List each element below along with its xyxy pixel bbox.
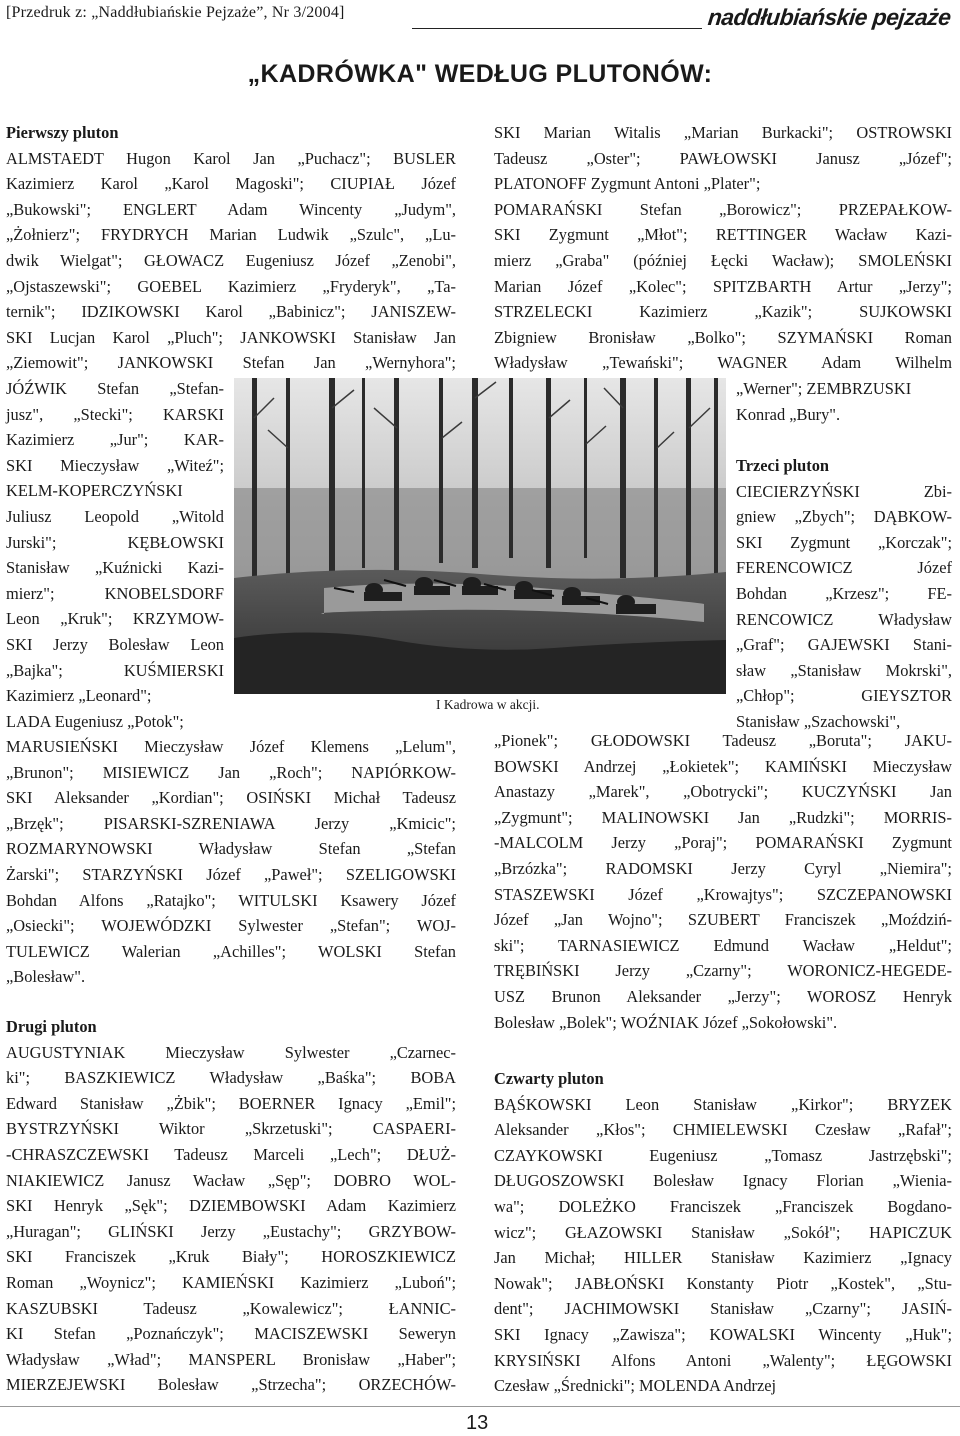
text-line: Bolesław „Bolek"; WOŹNIAK Józef „Sokołowski". xyxy=(494,1012,838,1032)
text-line: „Chłop"; GIEYSZTOR xyxy=(736,686,952,706)
text-line: „Graf"; GAJEWSKI Stani- xyxy=(736,635,952,655)
text-line: „Bolesław". xyxy=(6,967,86,987)
text-line: TRĘBIŃSKI Jerzy „Czarny"; WORONICZ-HEGEDE- xyxy=(494,961,952,981)
section-first-platoon xyxy=(6,120,456,376)
text-line: „Ziemowit"; JANKOWSKI Stefan Jan „Wernyhora"; xyxy=(6,353,456,373)
section-heading: Trzeci pluton xyxy=(736,456,830,475)
text-line: „Ojstaszewski"; GOEBEL Kazimierz „Fryderyk", „Ta- xyxy=(6,276,456,296)
text-line: „Zygmunt"; MALINOWSKI Jan „Rudzki"; MORRIS- xyxy=(494,807,952,827)
text-line: STASZEWSKI Józef „Krowajtys"; SZCZEPANOWSKI xyxy=(494,884,952,904)
section-third-platoon xyxy=(494,728,952,1035)
text-line: AUGUSTYNIAK Mieczysław Sylwester „Czarnec- xyxy=(6,1042,456,1062)
text-line: mierz"; KNOBELSDORF xyxy=(6,583,224,603)
text-line: RENCOWICZ Władysław xyxy=(736,609,952,629)
text-line: jusz", „Stecki"; KARSKI xyxy=(6,404,224,424)
text-line: sław „Stanisław Mokrski", xyxy=(736,660,952,680)
text-line: Jan Michał; HILLER Stanisław Kazimierz „Ignacy xyxy=(494,1248,952,1268)
text-line: Kazimierz „Jur"; KAR- xyxy=(6,430,224,450)
text-line: „Pionek"; GŁODOWSKI Tadeusz „Boruta"; JAKU- xyxy=(494,731,952,750)
text-line: Stanisław „Szachowski", xyxy=(736,711,901,731)
text-line: Bohdan Alfons „Ratajko"; WITULSKI Ksawery Józef xyxy=(6,890,456,910)
text-line: „Werner"; ZEMBRZUSKI xyxy=(736,379,912,398)
text-line: KASZUBSKI Tadeusz „Kowalewicz"; ŁANNIC- xyxy=(6,1298,456,1318)
text-line: dent"; JACHIMOWSKI Stanisław „Czarny"; JASIŃ- xyxy=(494,1299,952,1319)
text-line: SKI Aleksander „Kordian"; OSIŃSKI Michał Tadeusz xyxy=(6,788,456,808)
text-line: USZ Brunon Aleksander „Jerzy"; WOROSZ Henryk xyxy=(494,986,952,1006)
text-line: Władysław „Tewański"; WAGNER Adam Wilhelm xyxy=(494,353,952,373)
section-heading: Czwarty pluton xyxy=(494,1069,604,1088)
text-line: Marian Józef „Kolec"; SPITZBARTH Artur „Jerzy"; xyxy=(494,276,952,296)
text-line: PLATONOFF Zygmunt Antoni „Plater"; xyxy=(494,174,761,194)
text-line: KELM-KOPERCZYŃSKI xyxy=(6,481,183,501)
text-line: SKI Franciszek „Kruk Biały"; HOROSZKIEWICZ xyxy=(6,1247,456,1267)
text-line: Roman „Woynicz"; KAMIEŃSKI Kazimierz „Luboń"; xyxy=(6,1272,456,1292)
text-line: Tadeusz „Oster"; PAWŁOWSKI Janusz „Józef"; xyxy=(494,148,952,168)
section-fourth-platoon xyxy=(494,1066,952,1399)
magazine-logo: naddłubiańskie pejzaże xyxy=(706,4,952,30)
footer-rule xyxy=(0,1406,960,1407)
text-line: Bohdan „Krzesz"; FE- xyxy=(736,583,952,603)
text-line: CIECIERZYŃSKI Zbi- xyxy=(736,481,952,501)
section-first-platoon-narrow xyxy=(6,376,224,734)
text-line: „Brzózka"; RADOMSKI Jerzy Cyryl „Niemira"; xyxy=(494,858,952,878)
text-line: STRZELECKI Kazimierz „Kazik"; SUJKOWSKI xyxy=(494,302,952,322)
text-line: Władysław „Wład"; MANSPERL Bronisław „Haber"; xyxy=(6,1349,456,1369)
text-line: wa"; DOLEŻKO Franciszek „Franciszek Bogdano- xyxy=(494,1196,952,1216)
text-line: „Huragan"; GLIŃSKI Jerzy „Eustachy"; GRZYBOW- xyxy=(6,1221,456,1241)
text-line: SKI Zygmunt „Korczak"; xyxy=(736,532,952,552)
text-line: Aleksander „Kłos"; CHMIELEWSKI Czesław „Rafał"; xyxy=(494,1120,952,1140)
text-line: SKI Henryk „Sęk"; DZIEMBOWSKI Adam Kazimierz xyxy=(6,1196,456,1216)
text-line: SKI Zygmunt „Młot"; RETTINGER Wacław Kazi- xyxy=(494,225,952,245)
text-line: dwik Wielgat"; GŁOWACZ Eugeniusz Józef „Zenobi", xyxy=(6,250,456,270)
text-line: FERENCOWICZ Józef xyxy=(736,558,952,578)
text-line: SKI Jerzy Bolesław Leon xyxy=(6,634,224,654)
text-line: BOWSKI Andrzej „Łokietek"; KAMIŃSKI Mieczysław xyxy=(494,756,952,776)
section-heading: Pierwszy pluton xyxy=(6,123,119,142)
text-line: „Bukowski"; ENGLERT Adam Wincenty „Judym", xyxy=(6,199,456,219)
text-line: Nowak"; JABŁOŃSKI Konstanty Piotr „Kostek", „Stu- xyxy=(494,1273,952,1293)
text-line: mierz „Graba" (później Łęcki Wacław); SMOLEŃSKI xyxy=(494,250,952,270)
text-line: BĄŚKOWSKI Leon Stanisław „Kirkor"; BRYZEK xyxy=(494,1094,952,1114)
text-line: Anastazy „Marek", „Obotrycki"; KUCZYŃSKI Jan xyxy=(494,782,952,802)
page-number: 13 xyxy=(466,1412,489,1434)
section-first-platoon-after xyxy=(6,734,456,990)
text-line: Czesław „Średnicki"; MOLENDA Andrzej xyxy=(494,1376,777,1396)
text-line: „Osiecki"; WOJEWÓDZKI Sylwester „Stefan"; WOJ- xyxy=(6,916,456,936)
text-line: „Brzęk"; PISARSKI-SZRENIAWA Jerzy „Kmicic"; xyxy=(6,813,456,833)
photo-caption: I Kadrowa w akcji. xyxy=(436,697,540,712)
text-line: „Brunon"; MISIEWICZ Jan „Roch"; NAPIÓRKOW- xyxy=(6,762,456,782)
text-line: MARUSIEŃSKI Mieczysław Józef Klemens „Lelum", xyxy=(6,737,456,756)
text-line: Juliusz Leopold „Witold xyxy=(6,506,224,526)
text-line: KI Stefan „Poznańczyk"; MACISZEWSKI Seweryn xyxy=(6,1324,456,1344)
text-line: Leon „Kruk"; KRZYMOW- xyxy=(6,609,224,629)
text-line: wicz"; GŁAZOWSKI Stanisław „Sokół"; HAPICZUK xyxy=(494,1222,952,1242)
text-line: ALMSTAEDT Hugon Karol Jan „Puchacz"; BUSLER xyxy=(6,148,456,168)
text-line: LADA Eugeniusz „Potok"; xyxy=(6,711,184,731)
text-line: SKI Mieczysław „Witeź"; xyxy=(6,455,224,475)
text-line: POMARAŃSKI Stefan „Borowicz"; PRZEPAŁKOW- xyxy=(494,199,952,219)
text-line: „Żołnierz"; FRYDRYCH Marian Ludwik „Szulc", „Lu- xyxy=(6,225,456,245)
section-second-platoon xyxy=(6,1014,456,1398)
text-line: NIAKIEWICZ Janusz Wacław „Sęp"; DOBRO WOL- xyxy=(6,1170,456,1190)
text-line: ROZMARYNOWSKI Władysław Stefan „Stefan xyxy=(6,839,456,859)
header-source: [Przedruk z: „Naddłubiańskie Pejzaże”, Nr 3/2004] xyxy=(6,4,345,21)
text-line: SKI Marian Witalis „Marian Burkacki"; OSTROWSKI xyxy=(494,123,952,142)
section-third-platoon-narrow xyxy=(736,453,952,735)
section-heading: Drugi pluton xyxy=(6,1017,97,1036)
text-line: gniew „Zbych"; DĄBKOW- xyxy=(736,507,952,527)
text-line: Stanisław „Kuźnicki Kazi- xyxy=(6,558,224,578)
text-line: -MALCOLM Jerzy „Poraj"; POMARAŃSKI Zygmunt xyxy=(494,833,952,853)
text-line: Józef „Jan Wojno"; SZUBERT Franciszek „Moździń- xyxy=(494,910,952,930)
text-line: Żarski"; STARZYŃSKI Józef „Paweł"; SZELIGOWSKI xyxy=(6,864,456,884)
header-rule xyxy=(412,28,702,29)
text-line: Jurski"; KĘBŁOWSKI xyxy=(6,532,224,552)
text-line: TULEWICZ Walerian „Achilles"; WOLSKI Stefan xyxy=(6,941,456,961)
text-line: Edward Stanisław „Żbik"; BOERNER Ignacy „Emil"; xyxy=(6,1093,456,1113)
section-second-platoon-cont xyxy=(494,120,952,376)
text-line: SKI Lucjan Karol „Pluch"; JANKOWSKI Stanisław Jan xyxy=(6,327,456,347)
text-line: Zbigniew Bronisław „Bolko"; SZYMAŃSKI Roman xyxy=(494,327,952,347)
text-line: DŁUGOSZOWSKI Bolesław Ignacy Florian „Wienia- xyxy=(494,1171,952,1191)
text-line: MIERZEJEWSKI Bolesław „Strzecha"; ORZECHÓW- xyxy=(6,1375,456,1395)
text-line: Kazimierz Karol „Karol Magoski"; CIUPIAŁ Józef xyxy=(6,174,456,194)
text-line: CZAYKOWSKI Eugeniusz „Tomasz Jastrzębski"; xyxy=(494,1145,952,1165)
text-line: BYSTRZYŃSKI Wiktor „Skrzetuski"; CASPAERI- xyxy=(6,1119,456,1139)
text-line: Konrad „Bury". xyxy=(736,404,841,424)
text-line: -CHRASZCZEWSKI Tadeusz Marceli „Lech"; DŁUŻ- xyxy=(6,1144,456,1164)
soldiers-in-forest-photo xyxy=(234,378,726,694)
text-line: KRYSIŃSKI Alfons Antoni „Walenty"; ŁĘGOWSKI xyxy=(494,1350,952,1370)
text-line: Kazimierz „Leonard"; xyxy=(6,686,152,706)
text-line: ternik"; IDZIKOWSKI Karol „Babinicz"; JANISZEW- xyxy=(6,302,456,322)
text-line: ki"; BASZKIEWICZ Władysław „Baśka"; BOBA xyxy=(6,1068,456,1088)
text-line: ski"; TARNASIEWICZ Edmund Wacław „Heldut"; xyxy=(494,935,952,955)
text-line: SKI Ignacy „Zawisza"; KOWALSKI Wincenty „Huk"; xyxy=(494,1324,952,1344)
text-line: JÓŹWIK Stefan „Stefan- xyxy=(6,379,224,398)
article-title: „KADRÓWKA" WEDŁUG PLUTONÓW: xyxy=(247,60,713,88)
section-second-platoon-narrow xyxy=(736,376,952,427)
text-line: „Bajka"; KUŚMIERSKI xyxy=(6,660,224,680)
